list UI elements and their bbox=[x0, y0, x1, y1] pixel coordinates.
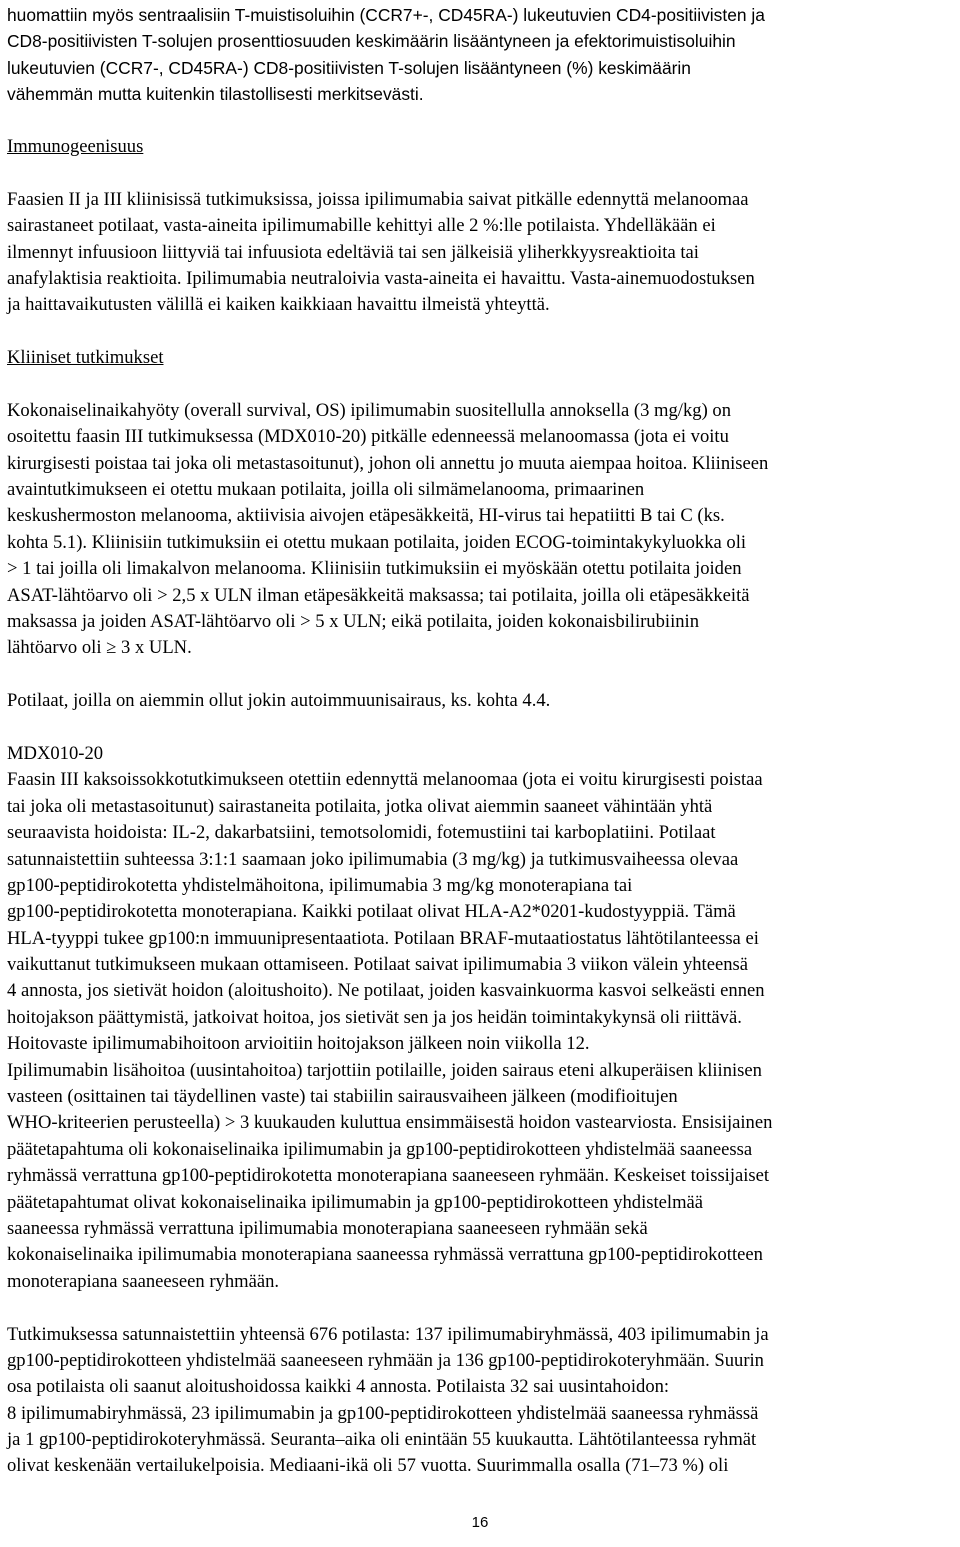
text-line: huomattiin myös sentraalisiin T-muistisoluihin (CCR7+-, CD45RA-) lukeutuvien CD4-positiivisten ja bbox=[7, 5, 765, 25]
text-line: WHO-kriteerien perusteella) > 3 kuukauden kuluttua ensimmäisestä hoidon vastearviosta. Ensisijainen bbox=[7, 1112, 773, 1134]
text-line: päätetapahtumat olivat kokonaiselinaika ipilimumabin ja gp100-peptidirokotteen yhdistelmää bbox=[7, 1191, 704, 1213]
text-line: keskushermoston melanooma, aktiivisia aivojen etäpesäkkeitä, HI-virus tai hepatiitti B tai C (ks. bbox=[7, 505, 725, 527]
text-line: kohta 5.1). Kliinisiin tutkimuksiin ei otettu mukaan potilaita, joiden ECOG-toimintakykyluokka oli bbox=[7, 531, 747, 553]
text-line: gp100-peptidirokotetta monoterapiana. Kaikki potilaat olivat HLA-A2*0201-kudostyyppiä. Tämä bbox=[7, 901, 736, 923]
text-line: monoterapiana saaneeseen ryhmään. bbox=[7, 1270, 280, 1292]
autoimmune-note: Potilaat, joilla on aiemmin ollut jokin autoimmuunisairaus, ks. kohta 4.4. bbox=[7, 690, 551, 712]
text-line: kirurgisesti poistaa tai joka oli metastasoitunut), johon oli annettu jo muuta aiempaa hoitoa. Kliiniseen bbox=[7, 452, 769, 474]
text-line: kokonaiselinaika ipilimumabia monoterapiana saaneessa ryhmässä verrattuna gp100-peptidirokotteen bbox=[7, 1244, 763, 1266]
text-line: Tutkimuksessa satunnaistettiin yhteensä 676 potilasta: 137 ipilimumabiryhmässä, 403 ipilimumabin ja bbox=[7, 1323, 769, 1345]
text-line: avaintutkimukseen ei otettu mukaan potilaita, joilla oli silmämelanooma, primaarinen bbox=[7, 479, 645, 501]
text-line: sairastaneet potilaat, vasta-aineita ipilimumabille kehittyi alle 2 %:lle potilaista. Yhdelläkään ei bbox=[7, 215, 716, 237]
mdx-paragraph bbox=[7, 767, 953, 1295]
section-heading-immunogenicity: Immunogeenisuus bbox=[7, 135, 144, 157]
text-line: lukeutuvien (CCR7-, CD45RA-) CD8-positiivisten T-solujen lisääntyneen (%) keskimäärin bbox=[7, 57, 691, 78]
text-line: ja haittavaikutusten välillä ei kaiken kaikkiaan havaittu ilmeistä yhteyttä. bbox=[7, 294, 550, 316]
clinical-paragraph bbox=[7, 398, 953, 662]
text-line: ASAT-lähtöarvo oli > 2,5 x ULN ilman etäpesäkkeitä maksassa; tai potilaita, joilla oli etäpesäkkeitä bbox=[7, 584, 750, 606]
text-line: hoitojakson päättymistä, jatkoivat hoitoa, jos sietivät sen ja jos heidän toimintakykynsä oli riittävä. bbox=[7, 1006, 742, 1028]
text-line: Ipilimumabin lisähoitoa (uusintahoitoa) tarjottiin potilaille, joiden sairaus eteni alkuperäisen kliinisen bbox=[7, 1059, 762, 1081]
text-line: Faasin III kaksoissokkotutkimukseen otettiin edennyttä melanoomaa (jota ei voitu kirurgisesti poistaa bbox=[7, 769, 763, 791]
text-line: ryhmässä verrattuna gp100-peptidirokotetta monoterapiana saaneeseen ryhmään. Keskeiset toissijaiset bbox=[7, 1165, 770, 1187]
text-line: seuraavista hoidoista: IL-2, dakarbatsiini, temotsolomidi, fotemustiini tai karboplatiini. Potilaat bbox=[7, 822, 716, 844]
section-heading-mdx010-20: MDX010-20 bbox=[7, 742, 104, 764]
page-number: 16 bbox=[471, 1514, 489, 1531]
text-line: CD8-positiivisten T-solujen prosenttiosuuden keskimäärin lisääntyneen ja efektorimuistisoluihin bbox=[7, 31, 736, 52]
text-line: vähemmän mutta kuitenkin tilastollisesti merkitsevästi. bbox=[7, 84, 424, 105]
text-line: maksassa ja joiden ASAT-lähtöarvo oli > 5 x ULN; eikä potilaita, joiden kokonaisbilirubiinin bbox=[7, 610, 699, 632]
text-line: gp100-peptidirokotetta yhdistelmähoitona, ipilimumabia 3 mg/kg monoterapiana tai bbox=[7, 874, 633, 896]
randomization-paragraph bbox=[7, 1322, 953, 1480]
text-line: lähtöarvo oli ≥ 3 x ULN. bbox=[7, 637, 192, 659]
text-line: satunnaistettiin suhteessa 3:1:1 saamaan joko ipilimumabia (3 mg/kg) ja tutkimusvaiheessa olevaa bbox=[7, 848, 739, 870]
text-line: vasteen (osittainen tai täydellinen vaste) tai stabiilin sairausvaiheen jälkeen (modifioitujen bbox=[7, 1086, 678, 1108]
text-line: osoitettu faasin III tutkimuksessa (MDX010-20) pitkälle edenneessä melanoomassa (jota ei voitu bbox=[7, 426, 729, 448]
text-line: Hoitovaste ipilimumabihoitoon arvioitiin hoitojakson jälkeen noin viikolla 12. bbox=[7, 1033, 590, 1055]
text-line: saaneessa ryhmässä verrattuna ipilimumabia monoterapiana saaneeseen ryhmään sekä bbox=[7, 1217, 648, 1239]
text-line: 4 annosta, jos sietivät hoidon (aloitushoito). Ne potilaat, joiden kasvainkuorma kasvoi selkeästi ennen bbox=[7, 980, 765, 1002]
text-line: anafylaktisia reaktioita. Ipilimumabia neutraloivia vasta-aineita ei havaittu. Vasta-ainemuodostuksen bbox=[7, 267, 755, 289]
text-line: tai joka oli metastasoitunut) sairastaneita potilaita, jotka olivat aiemmin saaneet vähintään yhtä bbox=[7, 795, 713, 817]
text-line: päätetapahtuma oli kokonaiselinaika ipilimumabin ja gp100-peptidirokotteen yhdistelmää saaneessa bbox=[7, 1138, 753, 1160]
text-line: gp100-peptidirokotteen yhdistelmää saaneeseen ryhmään ja 136 gp100-peptidirokoteryhmään. Suurin bbox=[7, 1349, 764, 1371]
text-line: osa potilaista oli saanut aloitushoidossa kaikki 4 annosta. Potilaista 32 sai uusintahoidon: bbox=[7, 1376, 670, 1398]
document-page bbox=[7, 0, 953, 1480]
text-line: ilmennyt infuusioon liittyviä tai infuusiota edeltäviä tai sen jälkeisiä yliherkkyysreaktioita tai bbox=[7, 241, 699, 263]
immunogenicity-paragraph bbox=[7, 187, 953, 319]
text-line: Kokonaiselinaikahyöty (overall survival, OS) ipilimumabin suositellulla annoksella (3 mg/kg) on bbox=[7, 399, 732, 421]
intro-paragraph bbox=[7, 2, 953, 108]
text-line: olivat keskenään vertailukelpoisia. Mediaani-ikä oli 57 vuotta. Suurimmalla osalla (71–73 %) oli bbox=[7, 1455, 729, 1477]
section-heading-clinical-studies: Kliiniset tutkimukset bbox=[7, 347, 164, 369]
text-line: vaikuttanut tutkimukseen mukaan ottamiseen. Potilaat saivat ipilimumabia 3 viikon välein yhteensä bbox=[7, 954, 749, 976]
text-line: > 1 tai joilla oli limakalvon melanooma. Kliinisiin tutkimuksiin ei myöskään otettu potilaita joiden bbox=[7, 558, 742, 580]
text-line: ja 1 gp100-peptidirokoteryhmässä. Seuranta–aika oli enintään 55 kuukautta. Lähtötilanteessa ryhmät bbox=[7, 1429, 757, 1451]
text-line: 8 ipilimumabiryhmässä, 23 ipilimumabin ja gp100-peptidirokotteen yhdistelmää saaneessa ryhmässä bbox=[7, 1402, 759, 1424]
text-line: HLA-tyyppi tukee gp100:n immuunipresentaatiota. Potilaan BRAF-mutaatiostatus lähtötilanteessa ei bbox=[7, 927, 759, 949]
text-line: Faasien II ja III kliinisissä tutkimuksissa, joissa ipilimumabia saivat pitkälle edennyttä melanoomaa bbox=[7, 188, 749, 210]
